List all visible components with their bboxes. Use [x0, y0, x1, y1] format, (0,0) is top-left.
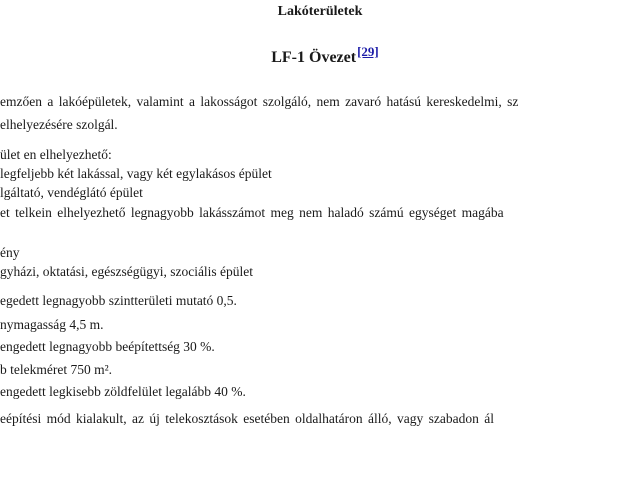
section-title: Lakóterületek: [277, 4, 363, 19]
paragraph-line: ény: [0, 245, 20, 260]
paragraph-line: b telekméret 750 m².: [0, 362, 113, 377]
paragraph-line: eépítési mód kialakult, az új telekosztások esetében oldalhatáron álló, vagy szabadon ál: [0, 411, 494, 426]
paragraph-line: emzően a lakóépületek, valamint a lakosságot szolgáló, nem zavaró hatású kereskedelmi, sz: [0, 94, 519, 109]
paragraph-line: egedett legnagyobb szintterületi mutató 0,5.: [0, 293, 237, 308]
paragraph-line: engedett legnagyobb beépítettség 30 %.: [0, 339, 215, 354]
paragraph-line: ület en elhelyezhető:: [0, 147, 112, 162]
paragraph-line: lgáltató, vendéglátó épület: [0, 185, 143, 200]
zone-title-text: LF-1 Övezet: [271, 49, 357, 66]
paragraph-line: et telkein elhelyezhető legnagyobb lakásszámot meg nem haladó számú egységet magába: [0, 205, 504, 220]
paragraph-line: gyházi, oktatási, egészségügyi, szociális épület: [0, 264, 254, 279]
zone-title: [5, 44, 640, 67]
paragraph-line: nymagasság 4,5 m.: [0, 317, 104, 332]
footnote-link[interactable]: [29]: [357, 44, 379, 59]
paragraph-line: elhelyezésére szolgál.: [0, 117, 118, 132]
paragraph-line: legfeljebb két lakással, vagy két egylakásos épület: [0, 166, 272, 181]
paragraph-line: engedett legkisebb zöldfelület legalább 40 %.: [0, 384, 246, 399]
